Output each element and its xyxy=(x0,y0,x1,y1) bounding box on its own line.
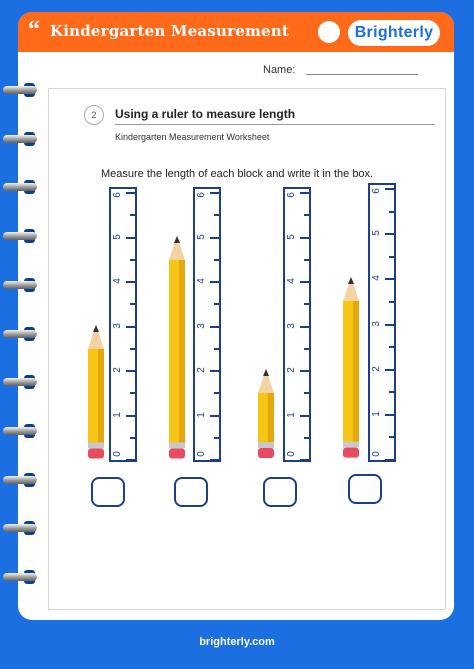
brand-logo[interactable] xyxy=(348,20,440,46)
ruler-label: 3 xyxy=(286,322,297,329)
exercise-number: 2 xyxy=(84,105,104,125)
ruler-label: 2 xyxy=(196,367,207,373)
ruler-tick xyxy=(126,326,135,328)
ruler-half-tick xyxy=(389,256,394,258)
ruler-label: 1 xyxy=(196,411,207,418)
ruler-3 xyxy=(283,187,311,462)
ruler-tick xyxy=(126,415,135,417)
ruler-half-tick xyxy=(214,348,219,350)
decorative-circle xyxy=(318,21,340,43)
ruler-half-tick xyxy=(389,391,394,393)
ruler-half-tick xyxy=(389,346,394,348)
ring-wire xyxy=(3,476,37,484)
brand-logo-text: Brighterly xyxy=(354,24,434,41)
answer-box-1[interactable] xyxy=(91,477,125,507)
pencil-shade xyxy=(98,349,104,443)
ruler-tick xyxy=(385,233,394,235)
quote-icon: “ xyxy=(28,17,40,43)
ruler-half-tick xyxy=(304,259,309,261)
ruler-tick xyxy=(300,459,309,461)
pencil-lead xyxy=(174,236,180,243)
pencil-ferrule xyxy=(88,442,104,448)
ring-wire xyxy=(3,183,37,191)
ruler-label: 3 xyxy=(196,322,207,329)
ruler-tick xyxy=(210,281,219,283)
ruler-tick xyxy=(126,192,135,194)
ring-wire xyxy=(3,427,37,435)
ruler-label: 2 xyxy=(286,367,297,373)
ruler-tick xyxy=(300,192,309,194)
pencil-eraser xyxy=(169,448,185,458)
pencil-2 xyxy=(169,236,185,459)
ring-wire xyxy=(3,281,37,289)
ruler-label: 6 xyxy=(112,192,123,198)
ruler-tick xyxy=(126,459,135,461)
ruler-tick xyxy=(385,414,394,416)
ruler-half-tick xyxy=(214,214,219,216)
ruler-tick xyxy=(210,192,219,194)
pencil-shade xyxy=(353,301,359,442)
ruler-tick xyxy=(300,326,309,328)
instruction-text: Measure the length of each block and write it in the box. xyxy=(101,168,374,180)
ruler-tick xyxy=(300,237,309,239)
ruler-tick xyxy=(210,326,219,328)
ruler-label: 4 xyxy=(371,275,382,282)
answer-box-3[interactable] xyxy=(263,477,297,507)
ruler-tick xyxy=(300,281,309,283)
ruler-label: 5 xyxy=(371,230,382,236)
ruler-tick xyxy=(385,188,394,190)
ruler-label: 0 xyxy=(286,451,297,457)
header-banner xyxy=(18,12,454,52)
ruler-tick xyxy=(126,237,135,239)
ruler-half-tick xyxy=(130,259,135,261)
ring-wire xyxy=(3,330,37,338)
ruler-label: 1 xyxy=(371,411,382,417)
ruler-half-tick xyxy=(304,303,309,305)
ruler-tick xyxy=(385,369,394,371)
pencil-shade xyxy=(268,393,274,442)
ruler-half-tick xyxy=(389,301,394,303)
ruler-tick xyxy=(210,415,219,417)
ruler-tick xyxy=(210,237,219,239)
ruler-half-tick xyxy=(304,392,309,394)
ruler-label: 5 xyxy=(286,233,297,240)
ruler-label: 2 xyxy=(371,365,382,372)
ruler-tick xyxy=(385,324,394,326)
ruler-half-tick xyxy=(304,437,309,439)
ruler-half-tick xyxy=(130,303,135,305)
ruler-half-tick xyxy=(130,214,135,216)
exercise-subtitle: Kindergarten Measurement Worksheet xyxy=(115,132,270,142)
ring-wire xyxy=(3,135,37,143)
ring-wire xyxy=(3,86,37,94)
pencil-eraser xyxy=(88,448,104,458)
ruler-label: 4 xyxy=(112,278,123,284)
ruler-label: 6 xyxy=(196,192,207,198)
name-input-line[interactable] xyxy=(306,74,418,75)
ruler-half-tick xyxy=(214,259,219,261)
ruler-half-tick xyxy=(214,437,219,439)
name-label: Name: xyxy=(263,64,296,76)
pencil-1 xyxy=(88,325,104,459)
ruler-half-tick xyxy=(130,392,135,394)
ruler-label: 5 xyxy=(112,233,123,240)
ruler-half-tick xyxy=(214,303,219,305)
answer-box-2[interactable] xyxy=(174,477,208,507)
header-title: Kindergarten Measurement xyxy=(50,22,289,40)
pencil-lead xyxy=(348,277,354,284)
ring-wire xyxy=(3,524,37,532)
ruler-tick xyxy=(300,415,309,417)
pencil-3 xyxy=(258,369,274,458)
footer-url[interactable]: brighterly.com xyxy=(199,636,275,648)
ruler-tick xyxy=(210,370,219,372)
ruler-label: 2 xyxy=(112,367,123,373)
pencil-eraser xyxy=(343,448,359,458)
pencil-lead xyxy=(93,325,99,332)
ruler-label: 0 xyxy=(112,451,123,457)
pencil-4 xyxy=(343,277,359,458)
exercise-title: Using a ruler to measure length xyxy=(115,107,296,121)
pencil-lead xyxy=(263,369,269,376)
ruler-tick xyxy=(210,459,219,461)
ruler-label: 4 xyxy=(286,278,297,284)
ruler-tick xyxy=(385,459,394,461)
ruler-tick xyxy=(385,278,394,280)
ruler-1 xyxy=(109,187,137,462)
ruler-half-tick xyxy=(130,437,135,439)
ruler-half-tick xyxy=(389,211,394,213)
ruler-half-tick xyxy=(214,392,219,394)
pencil-shade xyxy=(179,260,185,443)
ring-wire xyxy=(3,232,37,240)
title-divider xyxy=(115,124,435,125)
answer-box-4[interactable] xyxy=(348,474,382,504)
ruler-label: 6 xyxy=(286,192,297,198)
ruler-half-tick xyxy=(130,348,135,350)
ruler-half-tick xyxy=(304,214,309,216)
pencil-ferrule xyxy=(258,442,274,448)
ruler-label: 6 xyxy=(371,188,382,194)
ruler-4 xyxy=(368,183,396,462)
pencil-ferrule xyxy=(169,442,185,448)
ruler-tick xyxy=(126,281,135,283)
ruler-2 xyxy=(193,187,221,462)
ruler-label: 4 xyxy=(196,278,207,284)
ruler-tick xyxy=(126,370,135,372)
ruler-half-tick xyxy=(389,436,394,438)
ring-wire xyxy=(3,573,37,581)
pencil-ferrule xyxy=(343,442,359,448)
ruler-label: 3 xyxy=(371,320,382,327)
pencil-eraser xyxy=(258,448,274,458)
ruler-half-tick xyxy=(304,348,309,350)
ruler-label: 5 xyxy=(196,233,207,240)
ruler-label: 3 xyxy=(112,322,123,329)
ruler-label: 1 xyxy=(286,411,297,418)
ruler-label: 1 xyxy=(112,411,123,418)
ruler-tick xyxy=(300,370,309,372)
ruler-label: 0 xyxy=(196,451,207,457)
ruler-label: 0 xyxy=(371,451,382,457)
ring-wire xyxy=(3,378,37,386)
